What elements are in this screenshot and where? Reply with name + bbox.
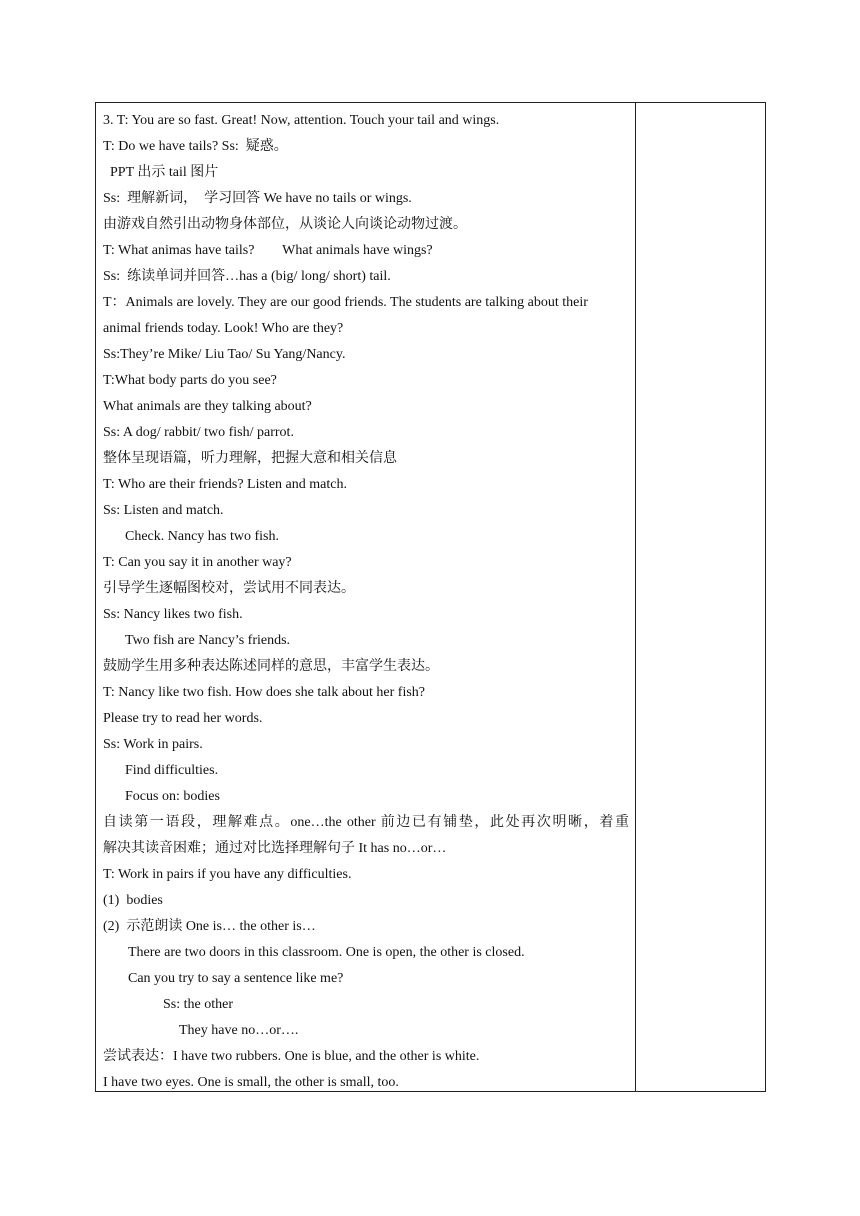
text-line: Focus on: bodies bbox=[125, 789, 220, 804]
text-line: Can you try to say a sentence like me? bbox=[128, 971, 344, 986]
text-line: What animals are they talking about? bbox=[103, 399, 312, 414]
text-line: Ss:They’re Mike/ Liu Tao/ Su Yang/Nancy. bbox=[103, 347, 346, 362]
text-line: T: Can you say it in another way? bbox=[103, 555, 292, 570]
text-line: 由游戏自然引出动物身体部位，从谈论人向谈论动物过渡。 bbox=[103, 217, 467, 232]
text-line: 尝试表达：I have two rubbers. One is blue, and the other is white. bbox=[103, 1049, 480, 1064]
text-line: Two fish are Nancy’s friends. bbox=[125, 633, 291, 648]
text-line: 引导学生逐幅图校对，尝试用不同表达。 bbox=[103, 581, 355, 596]
text-line: Ss: the other bbox=[163, 997, 233, 1012]
text-line: Ss: Nancy likes two fish. bbox=[103, 607, 243, 622]
text-line: 3. T: You are so fast. Great! Now, attention. Touch your tail and wings. bbox=[103, 113, 500, 128]
text-line: Ss: 练读单词并回答…has a (big/ long/ short) tail. bbox=[103, 269, 391, 284]
text-line: T: Nancy like two fish. How does she talk about her fish? bbox=[103, 685, 426, 700]
text-line: Ss: A dog/ rabbit/ two fish/ parrot. bbox=[103, 425, 294, 440]
text-line: They have no…or…. bbox=[179, 1023, 299, 1038]
text-line: There are two doors in this classroom. One is open, the other is closed. bbox=[128, 945, 525, 960]
text-line: Ss: 理解新词， 学习回答 We have no tails or wings. bbox=[103, 191, 412, 206]
text-line: T:What body parts do you see? bbox=[103, 373, 277, 388]
text-line: T: Do we have tails? Ss: 疑惑。 bbox=[103, 139, 288, 154]
text-line: 整体呈现语篇，听力理解，把握大意和相关信息 bbox=[103, 451, 397, 466]
text-line: Check. Nancy has two fish. bbox=[125, 529, 279, 544]
text-line: 鼓励学生用多种表达陈述同样的意思，丰富学生表达。 bbox=[103, 659, 439, 674]
text-line: 解决其读音困难；通过对比选择理解句子 It has no…or… bbox=[103, 841, 447, 856]
text-line: T: Work in pairs if you have any difficulties. bbox=[103, 867, 352, 882]
text-line: T: What animas have tails? What animals have wings? bbox=[103, 243, 433, 258]
text-line: Please try to read her words. bbox=[103, 711, 263, 726]
text-line: animal friends today. Look! Who are they? bbox=[103, 321, 344, 336]
text-line: Ss: Work in pairs. bbox=[103, 737, 203, 752]
text-line: (1) bodies bbox=[103, 893, 163, 908]
procedure-cell bbox=[96, 103, 636, 1091]
text-line: 自读第一语段，理解难点。one…the other 前边已有铺垫，此处再次明晰，着重 bbox=[103, 815, 629, 830]
lesson-table bbox=[95, 102, 766, 1092]
text-line: I have two eyes. One is small, the other is small, too. bbox=[103, 1075, 399, 1090]
text-line: (2) 示范朗读 One is… the other is… bbox=[103, 919, 316, 934]
text-line: Find difficulties. bbox=[125, 763, 219, 778]
text-line: T：Animals are lovely. They are our good friends. The students are talking about their bbox=[103, 295, 588, 310]
text-line: Ss: Listen and match. bbox=[103, 503, 224, 518]
text-line: T: Who are their friends? Listen and match. bbox=[103, 477, 347, 492]
text-line: PPT 出示 tail 图片 bbox=[110, 165, 219, 180]
notes-cell bbox=[636, 103, 765, 1091]
